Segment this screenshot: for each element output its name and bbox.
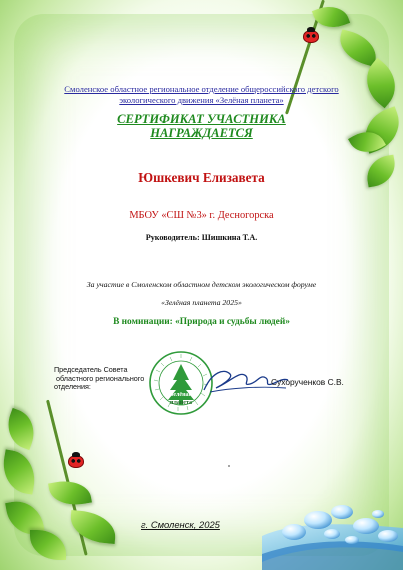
city-date: г. Смоленск, 2025 [141,519,220,530]
ladybug-icon [68,455,84,468]
certificate-title-line1: СЕРТИФИКАТ УЧАСТНИКА [117,112,286,126]
signatory-name: Сухорученков С.В. [271,377,344,387]
certificate-title [0,113,403,140]
leader-name: Руководитель: Шишкина Т.А. [145,233,258,242]
participation-text: За участие в Смоленском областном детском экологическом форуме [86,280,317,289]
ladybug-icon [303,30,319,43]
winner-name: Юшкевич Елизавета [138,170,265,185]
chair-title-line1: Председатель Совета [54,365,128,374]
chair-title-line3: отделения: [54,382,91,391]
chair-title-line2: областного регионального [56,373,145,383]
decorative-dot [228,465,230,467]
certificate-title-line2: НАГРАЖДАЕТСЯ [150,125,253,140]
stamp-text-line2: планета [170,400,192,406]
school-name: МБОУ «СШ №3» г. Десногорска [129,210,274,221]
forum-name: «Зелёная планета 2025» [161,298,242,307]
water-drops-decoration [262,492,403,570]
nomination-text: В номинации: «Природа и судьбы людей» [113,317,290,327]
stamp-text-line1: Зелёная [170,392,192,398]
chair-title [54,366,154,392]
organization-name: Смоленское областное региональное отделение общероссийского детского экологического движения «Зелёная планета» [64,84,339,105]
